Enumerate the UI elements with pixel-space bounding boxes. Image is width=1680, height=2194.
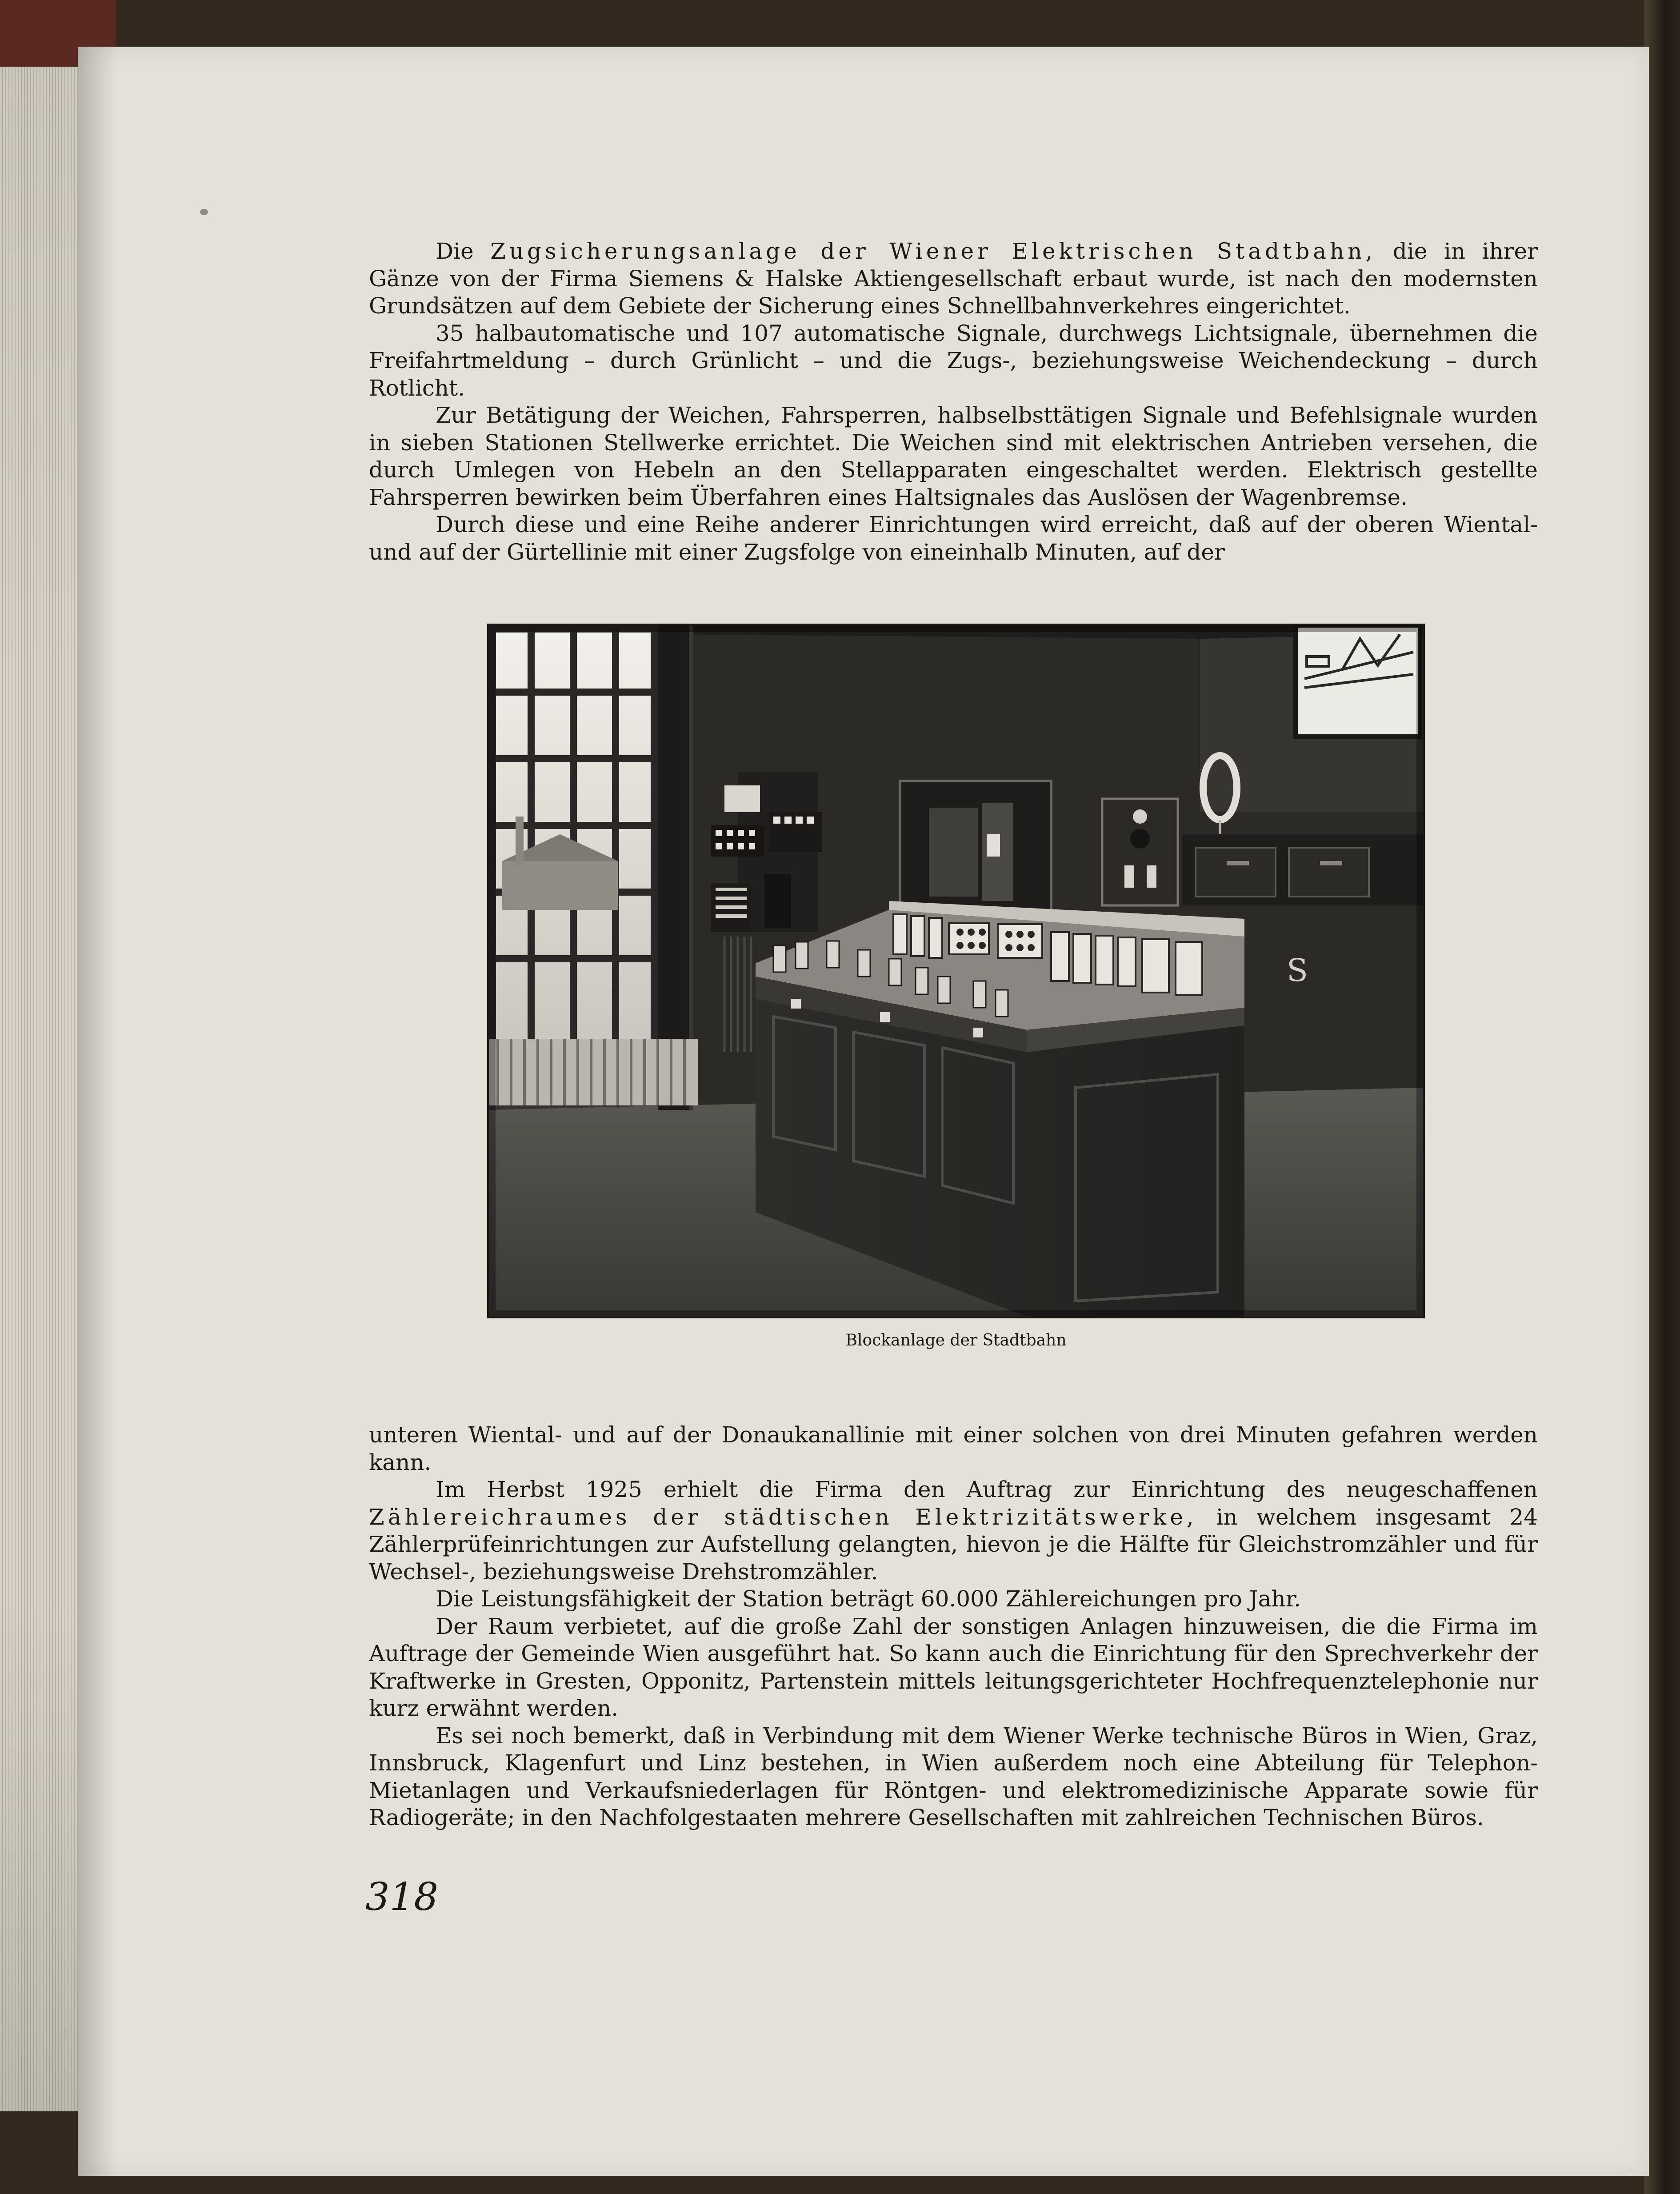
- photo-blockanlage: [487, 624, 1425, 1318]
- text-block-bottom: [369, 1421, 1538, 1830]
- paragraph: Die Leistungsfähigkeit der Station beträgt 60.000 Zählereichungen pro Jahr.: [436, 1586, 1301, 1612]
- text-block-top: [369, 238, 1538, 565]
- paper-speck: [200, 209, 208, 215]
- book-cover-right: [1644, 0, 1680, 2194]
- paragraph: Es sei noch bemerkt, daß in Verbindung mit dem Wiener Werke technische Büros in Wien, Graz, Innsbruck, Klagenfurt und Linz bestehen, in Wien außerdem noch eine Abteilung für Telephon-Mietanlagen und Verkaufsniederlagen für Röntgen- und elektromedizinische Apparate sowie für Radiogeräte; in den Nachfolgestaaten mehrere Gesellschaften mit zahlreichen Technischen Büros.: [369, 1722, 1538, 1830]
- paragraph: unteren Wiental- und auf der Donaukanallinie mit einer solchen von drei Minuten gefahren werden kann.: [369, 1422, 1538, 1475]
- page-number: 318: [365, 1875, 439, 1919]
- paragraph: Im Herbst 1925 erhielt die Firma den Auftrag zur Einrichtung des neugeschaffenen Zählereichraumes der städtischen Elektrizitätswerke, in welchem insgesamt 24 Zählerprüfeinrichtungen zur Aufstellung gelangten, hievon je die Hälfte für Gleichstromzähler und für Wechsel-, beziehungsweise Drehstromzähler.: [369, 1477, 1538, 1585]
- figure-caption: Blockanlage der Stadtbahn: [845, 1331, 1067, 1349]
- paragraph: Die Zugsicherungsanlage der Wiener Elektrischen Stadtbahn, die in ihrer Gänze von der Firma Siemens & Halske Aktiengesellschaft erbaut wurde, ist nach den modernsten Grundsätzen auf dem Gebiete der Sicherung eines Schnellbahnverkehres eingerichtet.: [369, 238, 1538, 319]
- paragraph: Zur Betätigung der Weichen, Fahrsperren, halbselbsttätigen Signale und Befehlsignale wurden in sieben Stationen Stellwerke errichtet. Die Weichen sind mit elektrischen Antrieben versehen, die durch Umlegen von Hebeln an den Stellapparaten eingeschaltet werden. Elektrisch gestellte Fahrsperren bewirken beim Überfahren eines Haltsignales das Auslösen der Wagenbremse.: [369, 402, 1538, 510]
- siemens-halske-logo: S: [1287, 952, 1308, 989]
- paragraph: Durch diese und eine Reihe anderer Einrichtungen wird erreicht, daß auf der oberen Wiental- und auf der Gürtellinie mit einer Zugsfolge von eineinhalb Minuten, auf der: [369, 512, 1538, 565]
- paragraph: 35 halbautomatische und 107 automatische Signale, durchwegs Lichtsignale, übernehmen die Freifahrtmeldung – durch Grünlicht – und die Zugs-, beziehungsweise Weichendeckung – durch Rotlicht.: [369, 320, 1538, 401]
- paragraph: Der Raum verbietet, auf die große Zahl der sonstigen Anlagen hinzuweisen, die die Firma im Auftrage der Gemeinde Wien ausgeführt hat. So kann auch die Einrichtung für den Sprechverkehr der Kraftwerke in Gresten, Opponitz, Partenstein mittels leitungsgerichteter Hochfrequenztelephonie nur kurz erwähnt werden.: [369, 1613, 1538, 1721]
